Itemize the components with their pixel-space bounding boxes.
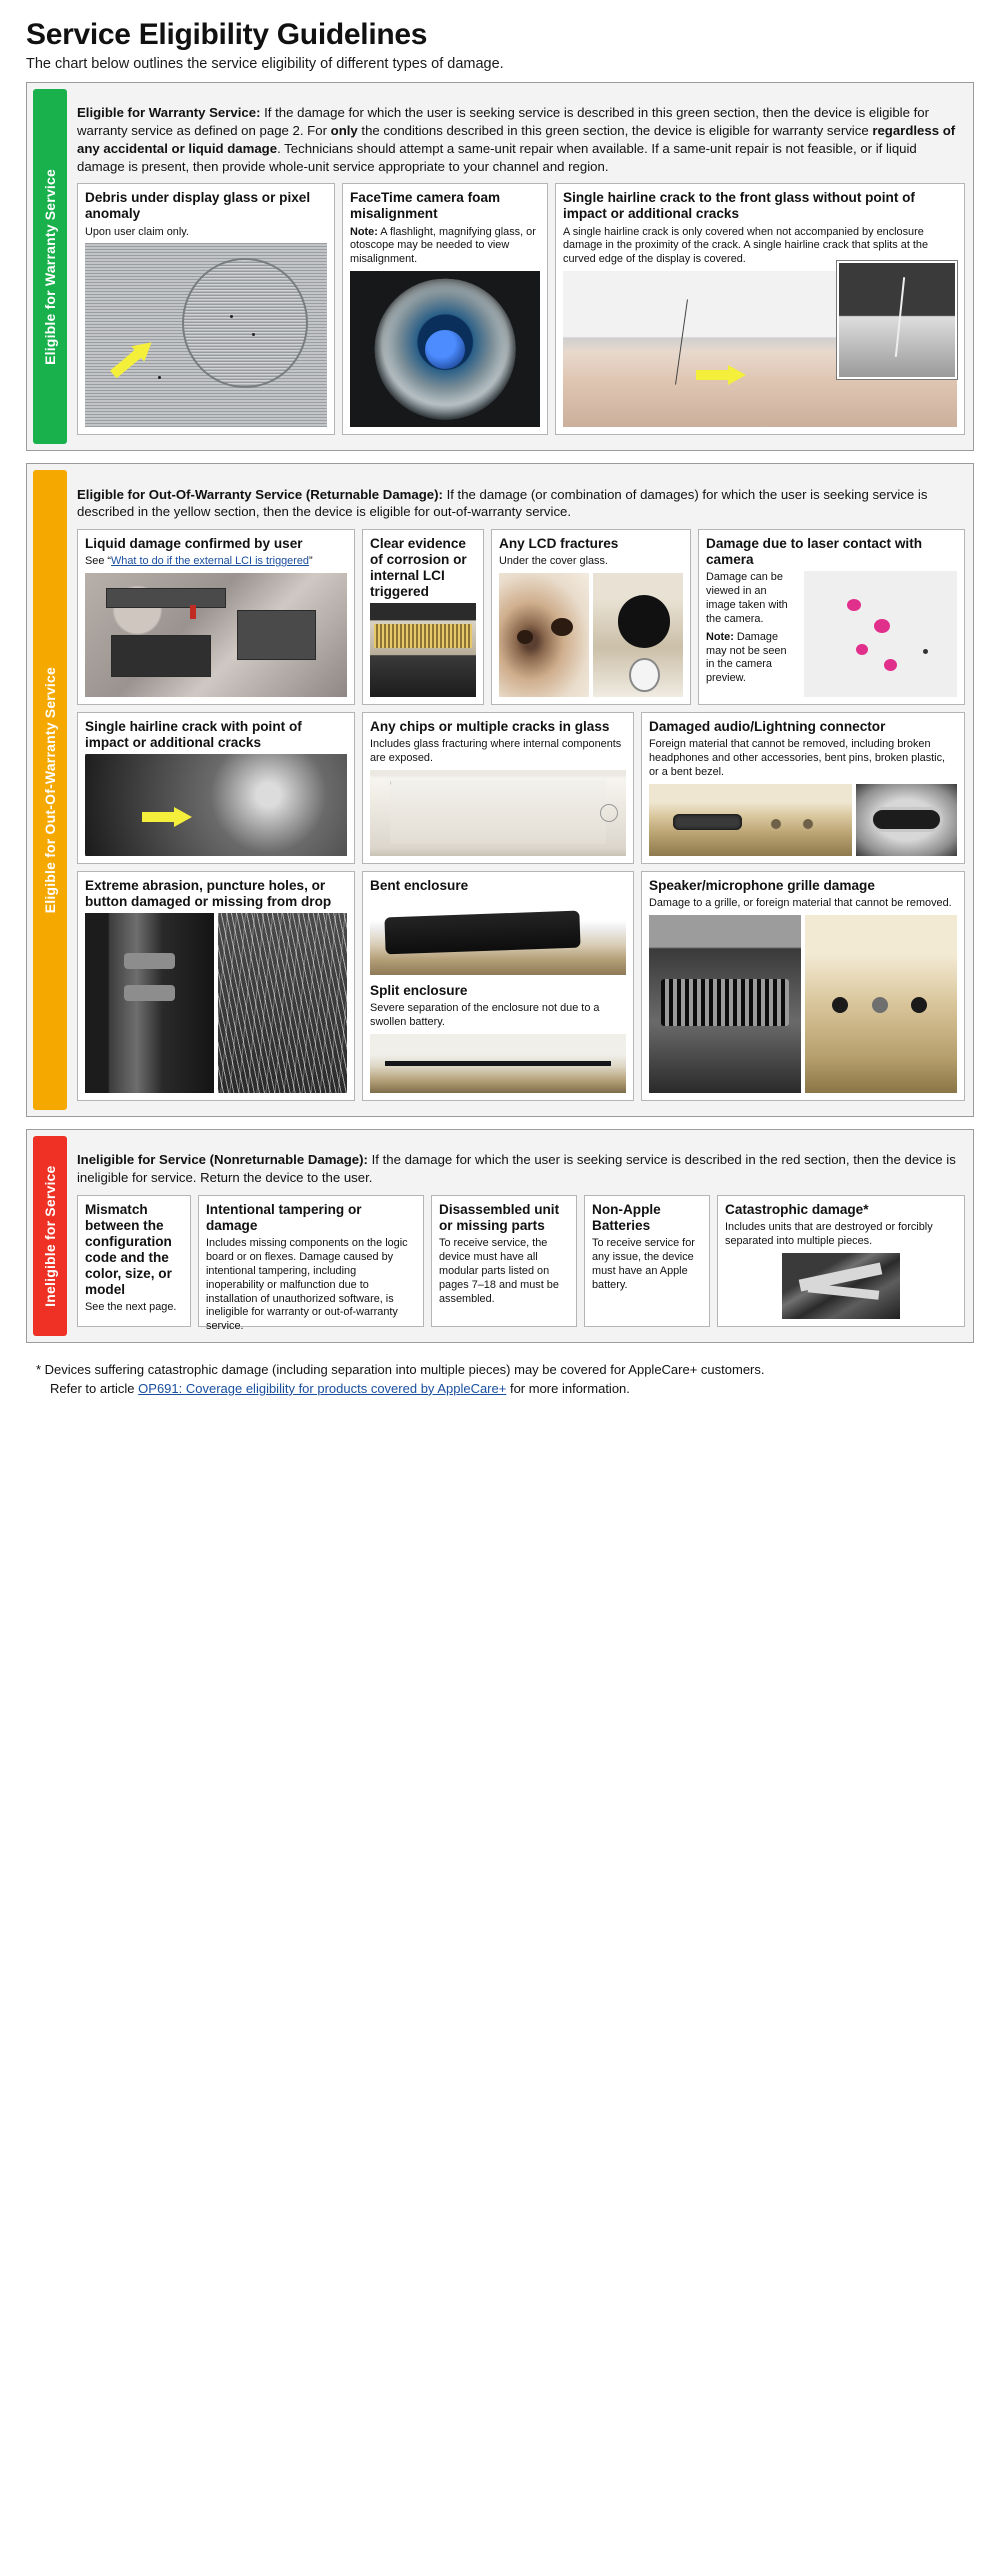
photo-cracked-white-phone <box>370 770 626 856</box>
oow-card-row-2 <box>77 712 965 864</box>
section-warranty-body <box>67 83 973 450</box>
footnote-line-1: * Devices suffering catastrophic damage (including separation into multiple pieces) may be covered for AppleCare+ customers. <box>36 1362 765 1378</box>
photo-grille-damage <box>649 915 801 1093</box>
card-title: Damage due to laser contact with camera <box>706 536 923 568</box>
debris-spot <box>923 649 928 654</box>
footnote <box>26 1355 974 1399</box>
card-corrosion-lci <box>362 529 484 705</box>
screw <box>803 819 813 829</box>
laser-spot <box>884 659 897 671</box>
card-body: Upon user claim only. <box>85 225 189 238</box>
laser-spot <box>856 644 868 655</box>
card-title: FaceTime camera foam misalignment <box>350 190 501 222</box>
card-images <box>370 603 476 697</box>
card-laser-contact-camera <box>698 529 965 705</box>
lightning-port <box>673 814 742 830</box>
footnote-suffix: for more information. <box>506 1380 630 1396</box>
intro-heading: Ineligible for Service (Nonreturnable Damage): <box>77 1152 368 1168</box>
card-facetime-camera-foam <box>342 183 548 435</box>
card-images <box>370 897 626 975</box>
volume-button <box>124 985 176 1001</box>
intro-text-1: If the damage for which the user is seeking service is described in this green section, then the device is eligible for warranty service as defined on page 2. For <box>77 105 929 138</box>
photo-button-damage <box>85 913 214 1093</box>
fracture-blob <box>517 630 533 644</box>
section-out-of-warranty <box>26 463 974 1117</box>
card-images <box>85 754 347 856</box>
card-body: Foreign material that cannot be removed, including broken headphones and other accessories, bent pins, broken plastic, or a bent bezel. <box>649 738 946 778</box>
card-images <box>725 1253 957 1319</box>
photo-gold-grille <box>805 915 957 1093</box>
card-title: Mismatch between the configuration code and the color, size, or model <box>85 1202 172 1298</box>
card-body <box>85 555 347 569</box>
card-bent-enclosure <box>362 871 634 1101</box>
card-body-note <box>706 631 798 686</box>
card-body-text: Damage may not be seen in the camera preview. <box>706 630 787 685</box>
card-intentional-tampering <box>198 1195 424 1333</box>
card-images <box>649 784 957 856</box>
card-body: Under the cover glass. <box>499 555 608 568</box>
lci-article-link[interactable]: What to do if the external LCI is triggered <box>111 555 309 568</box>
card-images <box>350 271 540 427</box>
card-title: Damaged audio/Lightning connector <box>649 719 886 735</box>
card-body-label: Note: <box>706 630 734 643</box>
section-warranty-intro <box>77 104 965 175</box>
card-body: A single hairline crack is only covered when not accompanied by enclosure damage in the proximity of the crack. A single hairline crack that splits at the curved edge of the display is covered. <box>563 225 929 266</box>
card-body: Damage to a grille, or foreign material that cannot be removed. <box>649 897 952 910</box>
device-shard <box>808 1284 879 1300</box>
section-ineligible-body <box>67 1130 973 1342</box>
card-single-hairline-crack <box>555 183 965 435</box>
section-warranty <box>26 82 974 451</box>
card-images <box>85 243 327 427</box>
card-liquid-damage <box>77 529 355 705</box>
card-non-apple-batteries <box>584 1195 710 1327</box>
photo-debris-display <box>85 243 327 427</box>
footnote-line-2 <box>36 1380 970 1399</box>
card-title: Catastrophic damage* <box>725 1202 869 1218</box>
card-title: Single hairline crack to the front glass without point of impact or additional cracks <box>563 190 915 222</box>
volume-button <box>124 953 176 969</box>
card-title: Disassembled unit or missing parts <box>439 1202 560 1234</box>
enclosure-gap <box>385 1061 610 1066</box>
intro-em-1: only <box>330 123 358 138</box>
board-component <box>106 588 227 608</box>
oow-card-row-3 <box>77 871 965 1101</box>
laser-spot <box>847 599 861 611</box>
photo-extreme-abrasion <box>218 913 347 1093</box>
camera-lens <box>375 279 516 420</box>
card-body: Includes glass fracturing where internal components are exposed. <box>370 738 622 765</box>
home-button <box>600 804 618 822</box>
card-body-label: Note: <box>350 225 378 238</box>
section-ineligible-intro <box>77 1151 965 1187</box>
card-body-text: A flashlight, magnifying glass, or otoscope may be needed to view misalignment. <box>350 225 536 266</box>
section-ineligible <box>26 1129 974 1343</box>
card-chips-multiple-cracks <box>362 712 634 864</box>
warranty-card-row <box>77 183 965 435</box>
card-debris-under-display-glass <box>77 183 335 435</box>
debris-dot <box>158 376 161 379</box>
card-images <box>563 271 957 427</box>
card-catastrophic-damage <box>717 1195 965 1327</box>
card-body: See the next page. <box>85 1301 177 1314</box>
board-component <box>237 610 316 660</box>
intro-text: If the damage for which the user is seeking service is described in the red section, then the device is ineligible for service. Return the device to the user. <box>77 1152 956 1186</box>
card-title: Any chips or multiple cracks in glass <box>370 719 610 735</box>
intro-text: If the damage (or combination of damages) for which the user is seeking service is described in the yellow section, then the device is eligible for out-of-warranty service. <box>77 486 928 520</box>
footnote-prefix: Refer to article <box>50 1380 139 1396</box>
card-images <box>85 913 347 1093</box>
card-lcd-fractures <box>491 529 691 705</box>
card-title: Clear evidence of corrosion or internal LCI triggered <box>370 536 467 600</box>
grille-hole-foreign-material <box>872 997 888 1013</box>
photo-logic-board <box>85 573 347 697</box>
card-title: Bent enclosure <box>370 878 469 894</box>
screw <box>771 819 781 829</box>
photo-split-enclosure <box>370 1034 626 1093</box>
fracture-blob <box>551 618 573 636</box>
spine-label-ineligible <box>33 1136 67 1336</box>
intro-heading: Eligible for Out-Of-Warranty Service (Returnable Damage): <box>77 486 443 502</box>
spine-text: Eligible for Warranty Service <box>42 168 58 365</box>
applecare-article-link[interactable]: OP691: Coverage eligibility for products covered by AppleCare+ <box>138 1380 507 1396</box>
card-body: To receive service for any issue, the device must have an Apple battery. <box>592 1237 695 1291</box>
ineligible-card-row <box>77 1195 965 1333</box>
card-title: Extreme abrasion, puncture holes, or button damaged or missing from drop <box>85 878 332 910</box>
card-images <box>85 573 347 697</box>
port-slot <box>870 807 943 832</box>
spine-text: Ineligible for Service <box>42 1165 58 1307</box>
intro-heading: Eligible for Warranty Service: <box>77 105 261 121</box>
card-images <box>370 1034 626 1093</box>
debris-dot <box>230 315 233 318</box>
card-images <box>649 915 957 1093</box>
card-title: Intentional tampering or damage <box>206 1202 362 1234</box>
intro-text-2: the conditions described in this green section, the device is eligible for warranty service <box>357 123 873 138</box>
spine-label-warranty <box>33 89 67 444</box>
card-disassembled-unit <box>431 1195 577 1327</box>
photo-port-closeup <box>856 784 957 856</box>
debris-dot <box>252 333 255 336</box>
card-configuration-mismatch <box>77 1195 191 1327</box>
fracture-hole <box>618 595 670 647</box>
page-title: Service Eligibility Guidelines <box>26 18 428 51</box>
card-body: Includes units that are destroyed or forcibly separated into multiple pieces. <box>725 1221 933 1247</box>
card-body-prefix: See “ <box>85 555 112 568</box>
card-abrasion-puncture-button <box>77 871 355 1101</box>
home-button-ring <box>629 658 660 693</box>
card-body-suffix: ” <box>308 555 313 568</box>
card-body: To receive service, the device must have all modular parts listed on pages 7–18 and must be assembled. <box>439 1237 559 1305</box>
connector-pins <box>374 624 472 648</box>
card-title: Single hairline crack with point of impact or additional cracks <box>85 719 302 751</box>
spine-text: Eligible for Out-Of-Warranty Service <box>42 667 58 914</box>
grille-hole <box>832 997 848 1013</box>
page-subtitle: The chart below outlines the service eligibility of different types of damage. <box>26 56 504 72</box>
photo-laser-camera-damage <box>804 571 957 697</box>
board-component <box>111 635 211 677</box>
photo-cracked-corner <box>85 754 347 856</box>
photo-lcd-fracture <box>499 573 589 697</box>
card-title: Liquid damage confirmed by user <box>85 536 303 552</box>
card-title-split-enclosure: Split enclosure <box>370 983 468 999</box>
photo-bent-enclosure <box>370 897 626 975</box>
section-oow-intro <box>77 486 965 522</box>
section-out-of-warranty-body <box>67 464 973 1116</box>
card-body: Includes missing components on the logic board or on flexes. Damage caused by intentional tampering, including inoperability or malfunction due to installation of unauthorized software, is ineligible for warranty or out-of-warranty service. <box>206 1237 408 1333</box>
spine-label-out-of-warranty <box>33 470 67 1110</box>
cracked-screen <box>390 780 605 844</box>
card-hairline-crack-with-impact <box>77 712 355 864</box>
card-title: Speaker/microphone grille damage <box>649 878 875 894</box>
photo-crack-closeup <box>837 261 957 379</box>
card-title: Debris under display glass or pixel anomaly <box>85 190 311 222</box>
speaker-holes <box>661 979 789 1025</box>
laser-spot <box>874 619 890 633</box>
oow-card-row-1 <box>77 529 965 705</box>
card-images <box>499 573 683 697</box>
lci-indicator <box>190 605 196 619</box>
card-body: Severe separation of the enclosure not due to a swollen battery. <box>370 1002 600 1029</box>
hairline-crack-mark <box>675 300 688 385</box>
magnifier-circle-overlay <box>182 258 308 388</box>
card-body <box>350 226 540 268</box>
crack-line <box>895 277 905 357</box>
photo-catastrophic-damage <box>782 1253 900 1319</box>
card-damaged-connector <box>641 712 965 864</box>
card-title: Any LCD fractures <box>499 536 619 552</box>
photo-lcd-hole <box>593 573 683 697</box>
photo-connector-corrosion <box>370 603 476 697</box>
intro-text-3: . Technicians should attempt a same-unit repair when available. If a same-unit repair is not feasible, or if liquid damage is present, then provide whole-unit service appropriate to your channel and region. <box>77 140 917 174</box>
grille-hole <box>911 997 927 1013</box>
intro-em-2: regardless of any accidental or liquid damage <box>77 123 956 156</box>
card-body: Damage can be viewed in an image taken with the camera. <box>706 571 788 625</box>
photo-facetime-camera <box>350 271 540 427</box>
card-images <box>370 770 626 856</box>
photo-lightning-connector <box>649 784 852 856</box>
device-screen <box>385 911 581 955</box>
card-speaker-grille-damage <box>641 871 965 1101</box>
card-title: Non-Apple Batteries <box>592 1202 661 1234</box>
